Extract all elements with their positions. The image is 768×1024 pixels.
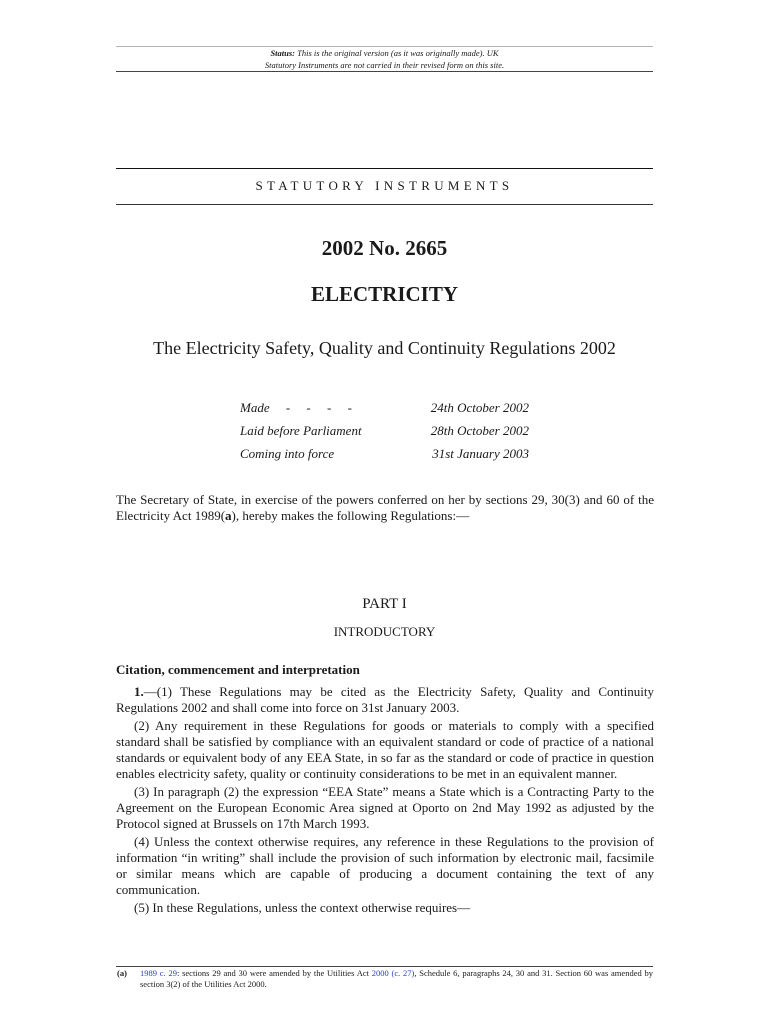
- status-text-2: Statutory Instruments are not carried in their revised form on this site.: [264, 59, 505, 70]
- date-row-force: [240, 445, 532, 468]
- regulation-number: 1.: [134, 684, 144, 699]
- regulations-title: The Electricity Safety, Quality and Continuity Regulations 2002: [153, 338, 616, 358]
- footnote: [116, 968, 653, 990]
- footnote-reference[interactable]: a: [225, 508, 232, 523]
- si-number: 2002 No. 2665: [321, 236, 448, 260]
- paragraph-1: [116, 684, 654, 716]
- preamble: [116, 492, 654, 524]
- date-row-made: [240, 399, 532, 422]
- act-link-2000[interactable]: 2000 (c. 27): [371, 968, 415, 978]
- date-row-laid: [240, 422, 532, 445]
- footnote-marker: (a): [117, 968, 127, 978]
- paragraph-3: (3) In paragraph (2) the expression “EEA State” means a State which is a Contracting Party to the Agreement on the European Economic Area signed at Oporto on 2nd May 1992 as adjusted by the Protocol signed at Brussels on 17th March 1993.: [116, 784, 654, 831]
- preamble-text-end: ), hereby makes the following Regulations:—: [231, 508, 470, 523]
- paragraph-text: —(1) These Regulations may be cited as the Electricity Safety, Quality and Continuity Regulations 2002 and shall come into force on 31st January 2003.: [116, 684, 654, 715]
- series-heading: STATUTORY INSTRUMENTS: [116, 168, 653, 205]
- preamble-text: The Secretary of State, in exercise of the powers conferred on her by sections 29, 30(3) and 60 of the Electricity Act 1989(: [116, 492, 654, 523]
- date-value: 31st January 2003: [432, 446, 529, 461]
- footnote-text-part: : sections 29 and 30 were amended by the Utilities Act: [176, 968, 372, 978]
- footnote-divider: [116, 966, 653, 967]
- footnote-text-part: , Schedule 6, paragraphs 24, 30 and 31. Section 60 was amended by section 3(2) of the Utilities Act 2000.: [140, 968, 653, 989]
- date-label: Made - - - -: [240, 400, 352, 415]
- part-subtitle: INTRODUCTORY: [333, 624, 436, 639]
- date-label: Coming into force: [240, 446, 335, 461]
- part-title: PART I: [362, 596, 407, 612]
- paragraph-5: (5) In these Regulations, unless the context otherwise requires—: [134, 900, 471, 915]
- dates-table: [240, 399, 532, 468]
- subject-heading: ELECTRICITY: [310, 282, 459, 306]
- paragraph-2: (2) Any requirement in these Regulations for goods or materials to comply with a specified standard shall be satisfied by compliance with an equivalent standard or code of practice of a national standards or equivalent body of any EEA State, in so far as the standard or code of practice in question enables electricity safety, quality or continuity considerations to be met in an equivalent manner.: [116, 718, 654, 781]
- footnote-text: [140, 968, 653, 990]
- status-text-1: This is the original version (as it was originally made). UK: [295, 48, 499, 58]
- status-line-1: [116, 48, 653, 60]
- act-link-1989[interactable]: 1989 c. 29: [140, 968, 177, 978]
- section-heading: Citation, commencement and interpretation: [116, 662, 360, 677]
- paragraph-4: (4) Unless the context otherwise requires, any reference in these Regulations to the provision of information “in writing” shall include the provision of such information by electronic mail, facsimile or similar means which are capable of producing a document containing the text of any communication.: [116, 834, 654, 897]
- date-value: 24th October 2002: [430, 400, 529, 415]
- status-label: Status:: [270, 48, 296, 58]
- date-value: 28th October 2002: [430, 423, 529, 438]
- section-body: [116, 684, 654, 918]
- status-notice: [116, 46, 653, 72]
- date-label: Laid before Parliament: [240, 423, 362, 438]
